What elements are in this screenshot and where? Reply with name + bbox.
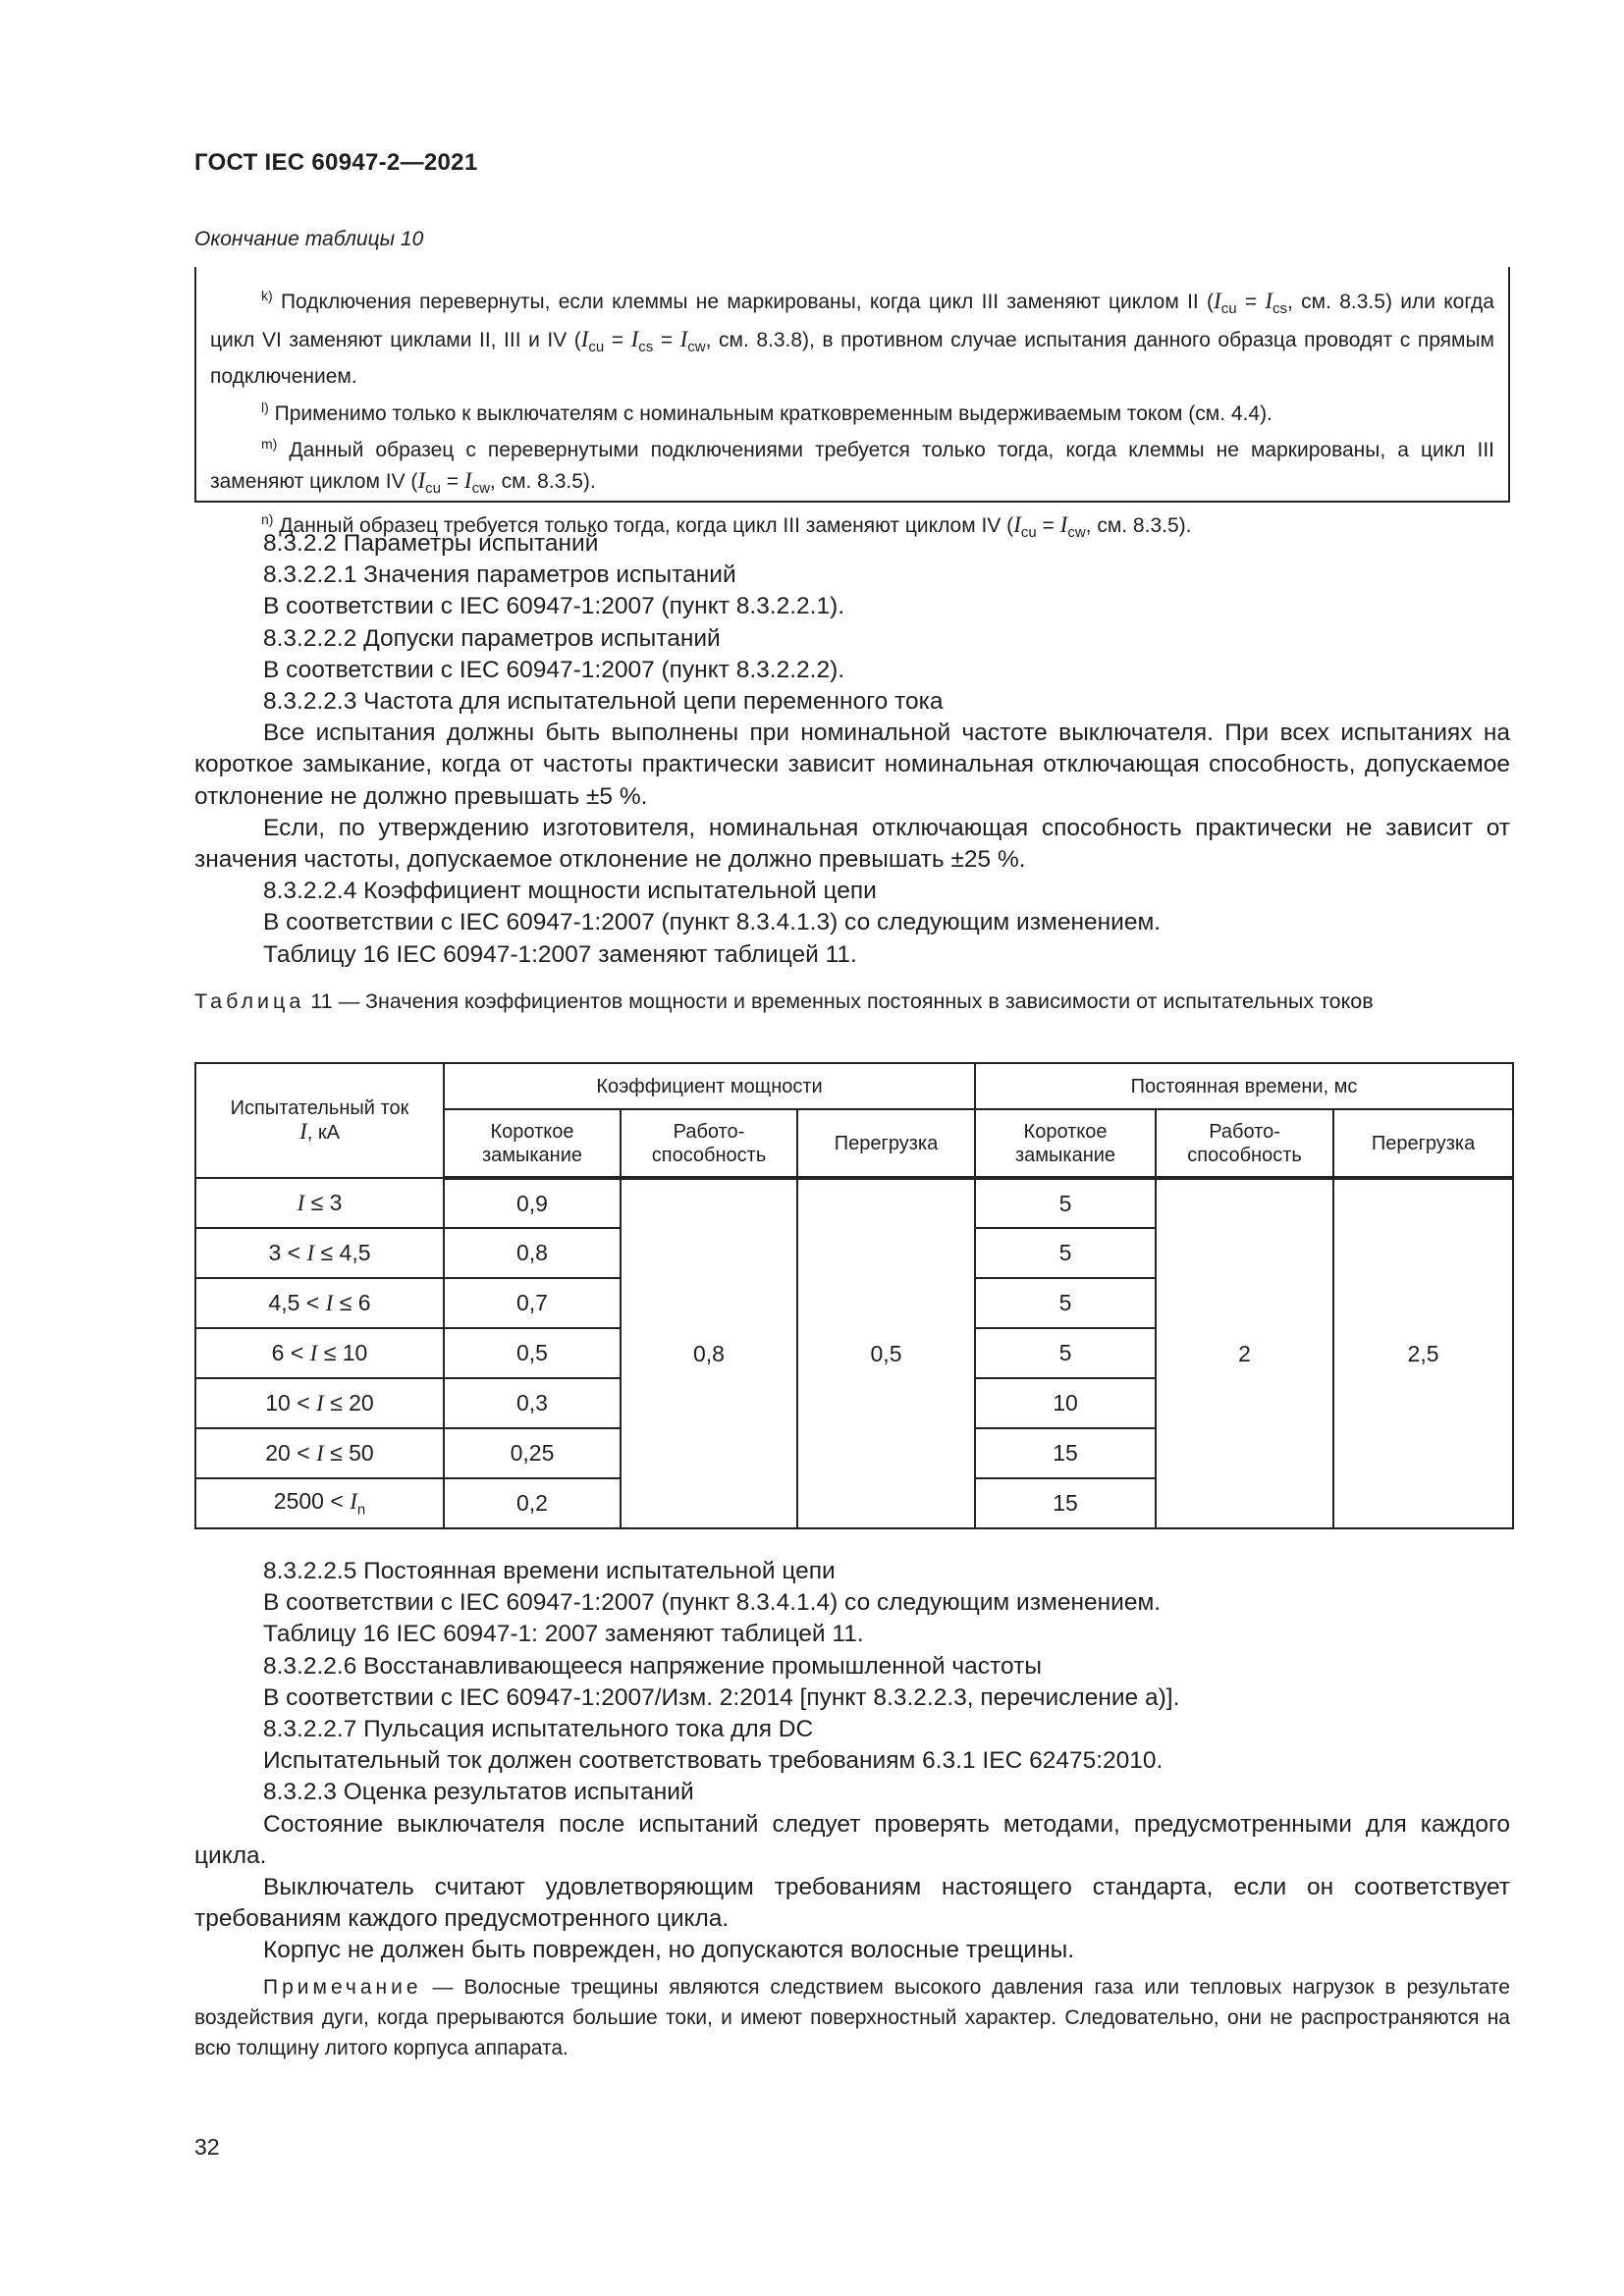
table-continuation-label: Окончание таблицы 10 bbox=[194, 228, 424, 250]
cell-current-range bbox=[195, 1278, 444, 1328]
cell-text: ≤ 4,5 bbox=[314, 1240, 371, 1265]
symbol: I bbox=[1214, 289, 1221, 313]
cell-current-range bbox=[195, 1428, 444, 1478]
footnote-mark: l) bbox=[261, 399, 269, 415]
footnote-text: , см. 8.3.5) или когда цикл VI заменяют циклами II, III и IV ( bbox=[210, 291, 1494, 351]
heading-8-3-2-2-5: 8.3.2.2.5 Постоянная времени испытательной цепи bbox=[263, 1558, 836, 1584]
section-8-3-2-2-5 bbox=[194, 1556, 1510, 1967]
table11-caption bbox=[194, 987, 1510, 1017]
cell-text: 6 < bbox=[271, 1340, 310, 1365]
caption-text: 11 — Значения коэффициентов мощности и временных постоянных в зависимости от испытательных токов bbox=[304, 989, 1374, 1013]
symbol: I bbox=[580, 326, 589, 351]
footnote-m bbox=[210, 429, 1494, 504]
paragraph: Таблицу 16 IEC 60947-1: 2007 заменяют таблицей 11. bbox=[263, 1621, 864, 1648]
heading-8-3-2-2-2: 8.3.2.2.2 Допуски параметров испытаний bbox=[263, 624, 721, 652]
header-text: способность bbox=[651, 1144, 767, 1166]
footnote-text: , см. 8.3.5). bbox=[1085, 513, 1192, 537]
cell-text: 3 < bbox=[268, 1240, 307, 1265]
cell-current-range bbox=[195, 1178, 444, 1228]
symbol: = bbox=[1236, 291, 1266, 313]
footnote-text: , см. 8.3.5). bbox=[489, 469, 596, 493]
paragraph: Корпус не должен быть поврежден, но допускаются волосные трещины. bbox=[263, 1937, 1075, 1964]
cell-pf-short-circuit: 0,7 bbox=[444, 1278, 621, 1328]
footnote-mark: k) bbox=[261, 288, 273, 303]
cell-text: 4,5 < bbox=[268, 1290, 326, 1315]
paragraph: В соответствии с IEC 60947-1:2007 (пункт 8.3.2.2.1). bbox=[263, 593, 845, 620]
symbol: I bbox=[463, 467, 472, 493]
cell-current-range bbox=[195, 1478, 444, 1528]
header-power-factor: Коэффициент мощности bbox=[444, 1063, 975, 1109]
header-tc-performance bbox=[1156, 1109, 1333, 1178]
subscript: cw bbox=[1067, 523, 1086, 541]
subscript: cs bbox=[638, 338, 654, 355]
cell-pf-short-circuit: 0,2 bbox=[444, 1478, 621, 1528]
paragraph: В соответствии с IEC 60947-1:2007 (пункт 8.3.2.2.2). bbox=[263, 656, 845, 683]
footnote-k bbox=[210, 281, 1494, 393]
header-text: , кА bbox=[306, 1122, 340, 1144]
header-text: замыкание bbox=[481, 1144, 583, 1166]
heading-8-3-2-2-7: 8.3.2.2.7 Пульсация испытательного тока для DC bbox=[263, 1716, 814, 1743]
cell-tc-short-circuit: 5 bbox=[975, 1178, 1156, 1228]
footnote-text: Данный образец требуется только тогда, когда цикл III заменяют циклом IV ( bbox=[273, 513, 1014, 537]
cell-pf-short-circuit: 0,5 bbox=[444, 1328, 621, 1378]
cell-text: ≤ 50 bbox=[323, 1440, 374, 1466]
symbol: I bbox=[1265, 289, 1273, 313]
cell-tc-short-circuit: 5 bbox=[975, 1278, 1156, 1328]
header-test-current bbox=[195, 1063, 444, 1178]
cell-pf-performance: 0,8 bbox=[621, 1178, 797, 1528]
subscript: n bbox=[356, 1501, 366, 1519]
subscript: cw bbox=[471, 480, 490, 498]
cell-text: 2500 < bbox=[273, 1488, 351, 1515]
cell-tc-short-circuit: 10 bbox=[975, 1378, 1156, 1428]
paragraph: В соответствии с IEC 60947-1:2007/Изм. 2:2014 [пункт 8.3.2.2.3, перечисление а)]. bbox=[263, 1683, 1180, 1711]
cell-pf-short-circuit: 0,3 bbox=[444, 1378, 621, 1428]
symbol: I bbox=[306, 1241, 315, 1265]
caption-label: Таблица bbox=[194, 989, 305, 1013]
subscript: cu bbox=[1020, 523, 1037, 541]
paragraph: Все испытания должны быть выполнены при номинальной частоте выключателя. При всех испытаниях на короткое замыкание, когда от частоты практически зависит номинальная отключающая способность, допускаемое отклонение не должно превышать ±5 %. bbox=[194, 720, 1510, 810]
header-text: способность bbox=[1187, 1144, 1302, 1166]
cell-tc-short-circuit: 5 bbox=[975, 1328, 1156, 1378]
footnote-mark: m) bbox=[261, 436, 278, 453]
cell-current-range bbox=[195, 1378, 444, 1428]
symbol: I bbox=[350, 1489, 357, 1515]
symbol: I bbox=[316, 1441, 324, 1466]
cell-pf-short-circuit: 0,8 bbox=[444, 1228, 621, 1278]
header-pf-overload: Перегрузка bbox=[797, 1109, 975, 1178]
symbol: I bbox=[1059, 511, 1068, 537]
footnote-text: Подключения перевернуты, если клеммы не маркированы, когда цикл III заменяют циклом II ( bbox=[272, 291, 1215, 313]
footnote-text: Данный образец с перевернутыми подключениями требуется только тогда, когда клеммы не маркированы, а цикл III заменяют циклом IV ( bbox=[210, 439, 1494, 493]
table11 bbox=[194, 1062, 1514, 1529]
symbol: I bbox=[299, 1119, 307, 1144]
paragraph: Таблицу 16 IEC 60947-1:2007 заменяют таблицей 11. bbox=[263, 940, 857, 968]
header-pf-performance bbox=[621, 1109, 797, 1178]
cell-text: ≤ 10 bbox=[317, 1340, 368, 1365]
subscript: cu bbox=[425, 480, 441, 498]
footnote-text: Применимо только к выключателям с номинальным кратковременным выдерживаемым током (см. 4.4). bbox=[268, 401, 1272, 425]
paragraph: В соответствии с IEC 60947-1:2007 (пункт 8.3.4.1.3) со следующим изменением. bbox=[263, 909, 1162, 936]
cell-text: ≤ 6 bbox=[333, 1290, 371, 1315]
symbol: = bbox=[653, 328, 680, 351]
cell-pf-overload: 0,5 bbox=[797, 1178, 975, 1528]
cell-text: 10 < bbox=[265, 1390, 317, 1415]
header-text: Короткое bbox=[1023, 1120, 1108, 1143]
heading-8-3-2-2-4: 8.3.2.2.4 Коэффициент мощности испытательной цепи bbox=[263, 878, 877, 905]
symbol: I bbox=[630, 326, 639, 351]
header-time-constant: Постоянная времени, мс bbox=[975, 1063, 1513, 1109]
heading-8-3-2-2-1: 8.3.2.2.1 Значения параметров испытаний bbox=[263, 561, 736, 589]
symbol: = bbox=[604, 328, 631, 351]
symbol: = bbox=[440, 469, 464, 493]
table10-footnotes bbox=[194, 267, 1510, 541]
footnote-l bbox=[210, 393, 1494, 430]
note-text: — Волосные трещины являются следствием высокого давления газа или тепловых нагрузок в результате воздействия дуги, когда прерываются большие токи, и имеют поверхностный характер. Следовательно, они не распространяются на всю толщину литого корпуса аппарата. bbox=[194, 1976, 1510, 2059]
header-tc-overload: Перегрузка bbox=[1333, 1109, 1513, 1178]
section-8-3-2-2 bbox=[194, 528, 1510, 971]
cell-tc-performance: 2 bbox=[1156, 1178, 1333, 1528]
heading-8-3-2-2-6: 8.3.2.2.6 Восстанавливающееся напряжение промышленной частоты bbox=[263, 1652, 1042, 1680]
cell-tc-short-circuit: 5 bbox=[975, 1228, 1156, 1278]
header-text: Короткое bbox=[490, 1120, 574, 1143]
document-header: ГОСТ IEC 60947-2—2021 bbox=[194, 149, 478, 176]
subscript: cs bbox=[1272, 300, 1288, 318]
paragraph: Состояние выключателя после испытаний следует проверять методами, предусмотренными для каждого цикла. bbox=[194, 1810, 1510, 1869]
note bbox=[194, 1972, 1510, 2063]
symbol: = bbox=[1036, 513, 1060, 537]
cell-text: ≤ 20 bbox=[323, 1390, 374, 1415]
header-text: замыкание bbox=[1014, 1144, 1116, 1166]
footnote-mark: n) bbox=[261, 510, 274, 527]
header-text: Работо- bbox=[1209, 1120, 1280, 1143]
cell-pf-short-circuit: 0,25 bbox=[444, 1428, 621, 1478]
heading-8-3-2-2-3: 8.3.2.2.3 Частота для испытательной цепи переменного тока bbox=[263, 688, 944, 716]
symbol: I bbox=[316, 1391, 324, 1415]
subscript: cu bbox=[1220, 300, 1237, 318]
header-text: Работо- bbox=[673, 1120, 745, 1143]
heading-8-3-2-3: 8.3.2.3 Оценка результатов испытаний bbox=[263, 1779, 694, 1806]
cell-text: 20 < bbox=[265, 1440, 317, 1466]
symbol: I bbox=[309, 1341, 318, 1365]
note-label: Примечание bbox=[263, 1976, 422, 1999]
header-tc-short-circuit bbox=[975, 1109, 1156, 1178]
header-pf-short-circuit bbox=[444, 1109, 621, 1178]
cell-text: ≤ 3 bbox=[310, 1190, 343, 1215]
footnote-text: , см. 8.3.8), в противном случае испытания данного образца проводят с прямым подключением. bbox=[210, 328, 1494, 389]
cell-tc-short-circuit: 15 bbox=[975, 1428, 1156, 1478]
subscript: cw bbox=[687, 338, 706, 355]
cell-tc-short-circuit: 15 bbox=[975, 1478, 1156, 1528]
cell-current-range bbox=[195, 1328, 444, 1378]
cell-pf-short-circuit: 0,9 bbox=[444, 1178, 621, 1228]
symbol: I bbox=[297, 1191, 305, 1215]
symbol: I bbox=[679, 326, 688, 351]
heading-8-3-2-2: 8.3.2.2 Параметры испытаний bbox=[263, 530, 599, 557]
paragraph: Если, по утверждению изготовителя, номинальная отключающая способность практически не зависит от значения частоты, допускаемое отклонение не должно превышать ±25 %. bbox=[194, 814, 1510, 874]
cell-current-range bbox=[195, 1228, 444, 1278]
subscript: cu bbox=[588, 338, 605, 355]
symbol: I bbox=[417, 467, 426, 493]
symbol: I bbox=[325, 1291, 334, 1315]
paragraph: Испытательный ток должен соответствовать требованиям 6.3.1 IEC 62475:2010. bbox=[263, 1747, 1164, 1775]
symbol: I bbox=[1013, 511, 1021, 537]
paragraph: В соответствии с IEC 60947-1:2007 (пункт 8.3.4.1.4) со следующим изменением. bbox=[263, 1589, 1162, 1617]
header-text: Испытательный ток bbox=[230, 1097, 409, 1119]
paragraph: Выключатель считают удовлетворяющим требованиям настоящего стандарта, если он соответствует требованиям каждого предусмотренного цикла. bbox=[194, 1874, 1510, 1933]
page-number: 32 bbox=[194, 2134, 220, 2160]
cell-tc-overload: 2,5 bbox=[1333, 1178, 1513, 1528]
